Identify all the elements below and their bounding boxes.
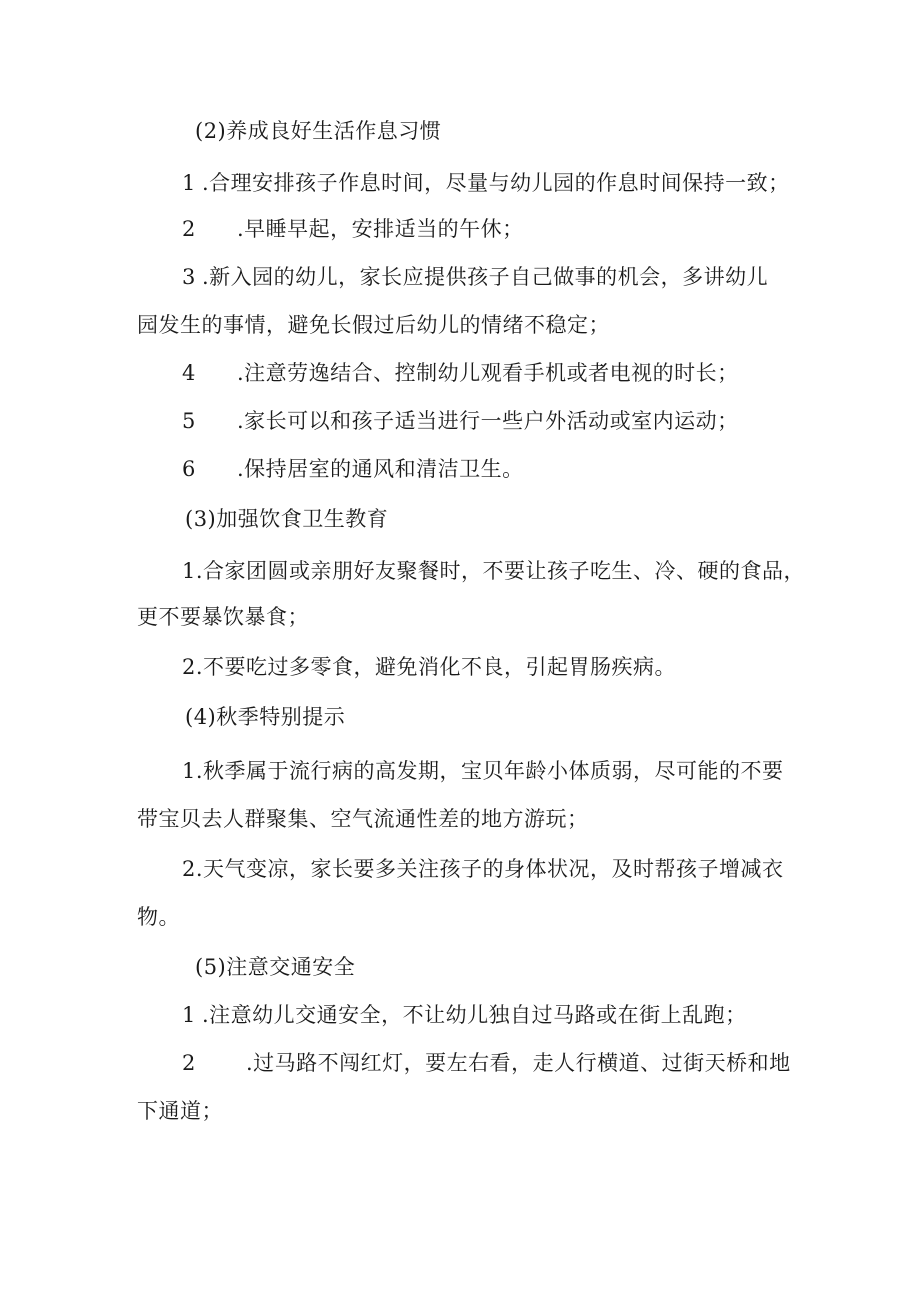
- item-text: .早睡早起，安排适当的午休；: [237, 217, 524, 241]
- list-item: 2.不要吃过多零食，避免消化不良，引起胃肠疾病。: [182, 655, 677, 679]
- item-text: .注意幼儿交通安全，不让幼儿独自过马路或在街上乱跑；: [202, 1003, 747, 1027]
- item-number: 5: [182, 409, 196, 433]
- list-item: [182, 1050, 791, 1076]
- item-number: 4: [182, 361, 196, 385]
- item-number: 2: [182, 1051, 196, 1075]
- list-item: [182, 264, 768, 290]
- item-number: 1: [182, 171, 196, 195]
- item-text: .保持居室的通风和清洁卫生。: [237, 457, 524, 481]
- list-item: [182, 360, 739, 386]
- section-heading-5: (5)注意交通安全: [195, 955, 356, 979]
- list-item: [182, 1002, 747, 1028]
- item-text: .家长可以和孩子适当进行一些户外活动或室内运动；: [237, 409, 739, 433]
- item-text: .新入园的幼儿，家长应提供孩子自己做事的机会，多讲幼儿: [202, 265, 769, 289]
- item-continuation: 带宝贝去人群聚集、空气流通性差的地方游玩；: [137, 807, 589, 831]
- section-heading-2: (2)养成良好生活作息习惯: [195, 119, 442, 143]
- item-text: .过马路不闯红灯，要左右看，走人行横道、过街天桥和地: [246, 1051, 791, 1075]
- item-number: 3: [182, 265, 196, 289]
- list-item: [182, 216, 524, 242]
- item-continuation: 园发生的事情，避免长假过后幼儿的情绪不稳定；: [137, 313, 610, 337]
- item-text: .合理安排孩子作息时间，尽量与幼儿园的作息时间保持一致；: [202, 171, 790, 195]
- list-item: 2.天气变凉，家长要多关注孩子的身体状况，及时帮孩子增减衣: [182, 857, 784, 881]
- section-heading-4: (4)秋季特别提示: [185, 705, 346, 729]
- item-number: 1: [182, 1003, 196, 1027]
- list-item: [182, 456, 524, 482]
- item-number: 2: [182, 217, 196, 241]
- list-item: [182, 408, 739, 434]
- list-item: 1.秋季属于流行病的高发期，宝贝年龄小体质弱，尽可能的不要: [182, 759, 784, 783]
- item-number: 6: [182, 457, 196, 481]
- section-heading-3: (3)加强饮食卫生教育: [185, 507, 389, 531]
- item-text: .注意劳逸结合、控制幼儿观看手机或者电视的时长；: [237, 361, 739, 385]
- item-continuation: 下通道；: [137, 1099, 223, 1123]
- item-continuation: 物。: [137, 905, 180, 929]
- list-item: 1.合家团圆或亲朋好友聚餐时，不要让孩子吃生、冷、硬的食品，: [182, 559, 806, 583]
- item-continuation: 更不要暴饮暴食；: [137, 605, 309, 629]
- list-item: [182, 170, 790, 196]
